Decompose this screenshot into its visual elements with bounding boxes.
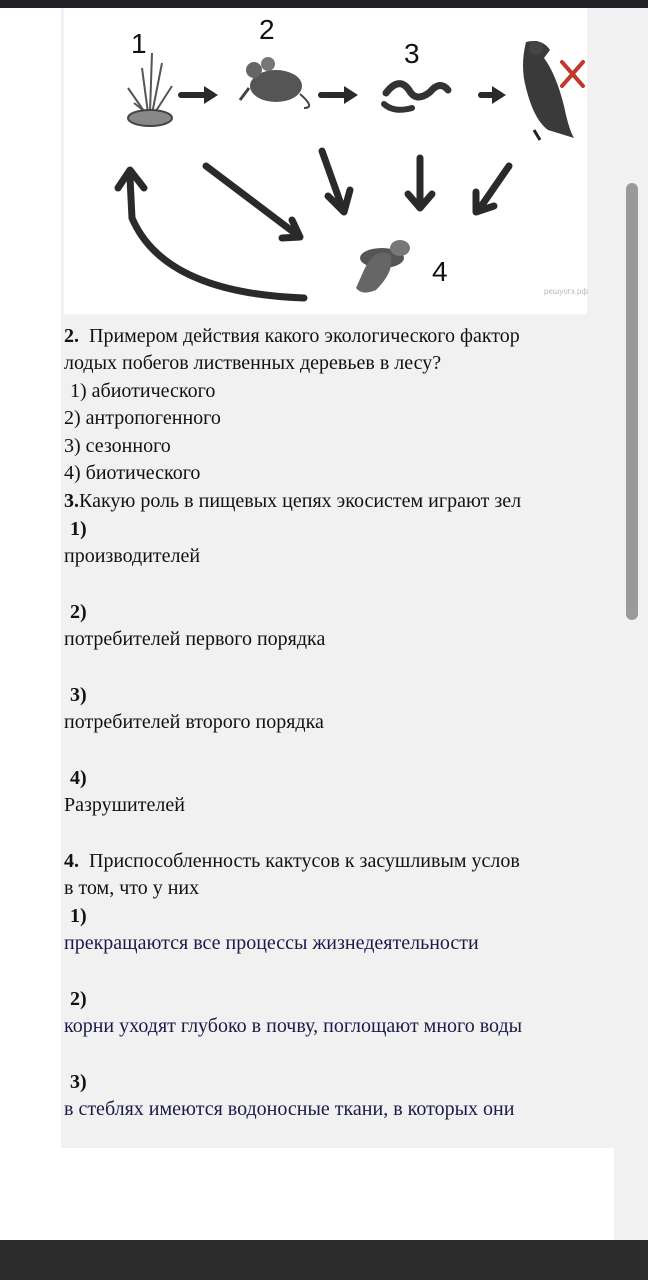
q4-option-2-text: корни уходят глубоко в почву, поглощают много воды xyxy=(64,1015,523,1037)
q3-option-2-number: 2) xyxy=(70,601,87,623)
mushroom-icon xyxy=(356,240,410,293)
q4-line2: в том, что у них xyxy=(64,877,200,899)
q3-option-1-text: производителей xyxy=(64,545,201,567)
bottom-bar xyxy=(0,1240,648,1280)
grass-plant-icon xyxy=(128,53,172,126)
top-bar xyxy=(0,0,648,8)
figure-label-3: 3 xyxy=(404,38,420,69)
q3-option-4-text: Разрушителей xyxy=(64,794,185,816)
q2-option-1: 1) абиотического xyxy=(70,380,216,402)
q2-option-4: 4) биотического xyxy=(64,462,201,484)
q3-option-3-number: 3) xyxy=(70,684,87,706)
figure-label-1: 1 xyxy=(131,28,147,59)
q4-option-3-text: в стеблях имеются водоносные ткани, в которых они xyxy=(64,1098,515,1120)
q4-option-1-text: прекращаются все процессы жизнедеятельности xyxy=(64,932,479,954)
food-web-figure xyxy=(64,8,587,314)
figure-label-2: 2 xyxy=(259,14,275,45)
q3-option-4-number: 4) xyxy=(70,767,87,789)
decomposer-arrows xyxy=(118,151,509,298)
content-area xyxy=(61,8,614,1148)
q2-number: 2. xyxy=(64,325,79,347)
q4-option-1-number: 1) xyxy=(70,905,87,927)
q2-line1: 2. Примером действия какого экологического фактор xyxy=(64,325,520,347)
q2-option-2: 2) антропогенного xyxy=(64,407,221,429)
q4-option-2-number: 2) xyxy=(70,988,87,1010)
q3-option-1-number: 1) xyxy=(70,518,87,540)
q4-line1: 4. Приспособленность кактусов к засушливым услов xyxy=(64,850,520,872)
q2-line2: лодых побегов лиственных деревьев в лесу? xyxy=(64,352,442,374)
figure-label-4: 4 xyxy=(432,256,448,287)
scrollbar-thumb[interactable] xyxy=(626,183,638,620)
q3-option-3-text: потребителей второго порядка xyxy=(64,711,324,733)
q2-option-3: 3) сезонного xyxy=(64,435,171,457)
mouse-icon xyxy=(240,57,309,108)
q4-option-3-number: 3) xyxy=(70,1071,87,1093)
q3-number: 3. xyxy=(64,490,79,512)
cross-mark-icon xyxy=(562,62,583,86)
figure-watermark: решуогэ.рф xyxy=(544,287,588,296)
food-chain-arrows xyxy=(181,86,506,104)
hawk-icon xyxy=(523,41,574,140)
snake-icon xyxy=(384,84,448,110)
q3-option-2-text: потребителей первого порядка xyxy=(64,628,326,650)
q3-question: 3.Какую роль в пищевых цепях экосистем играют зел xyxy=(64,490,522,512)
q4-number: 4. xyxy=(64,850,79,872)
